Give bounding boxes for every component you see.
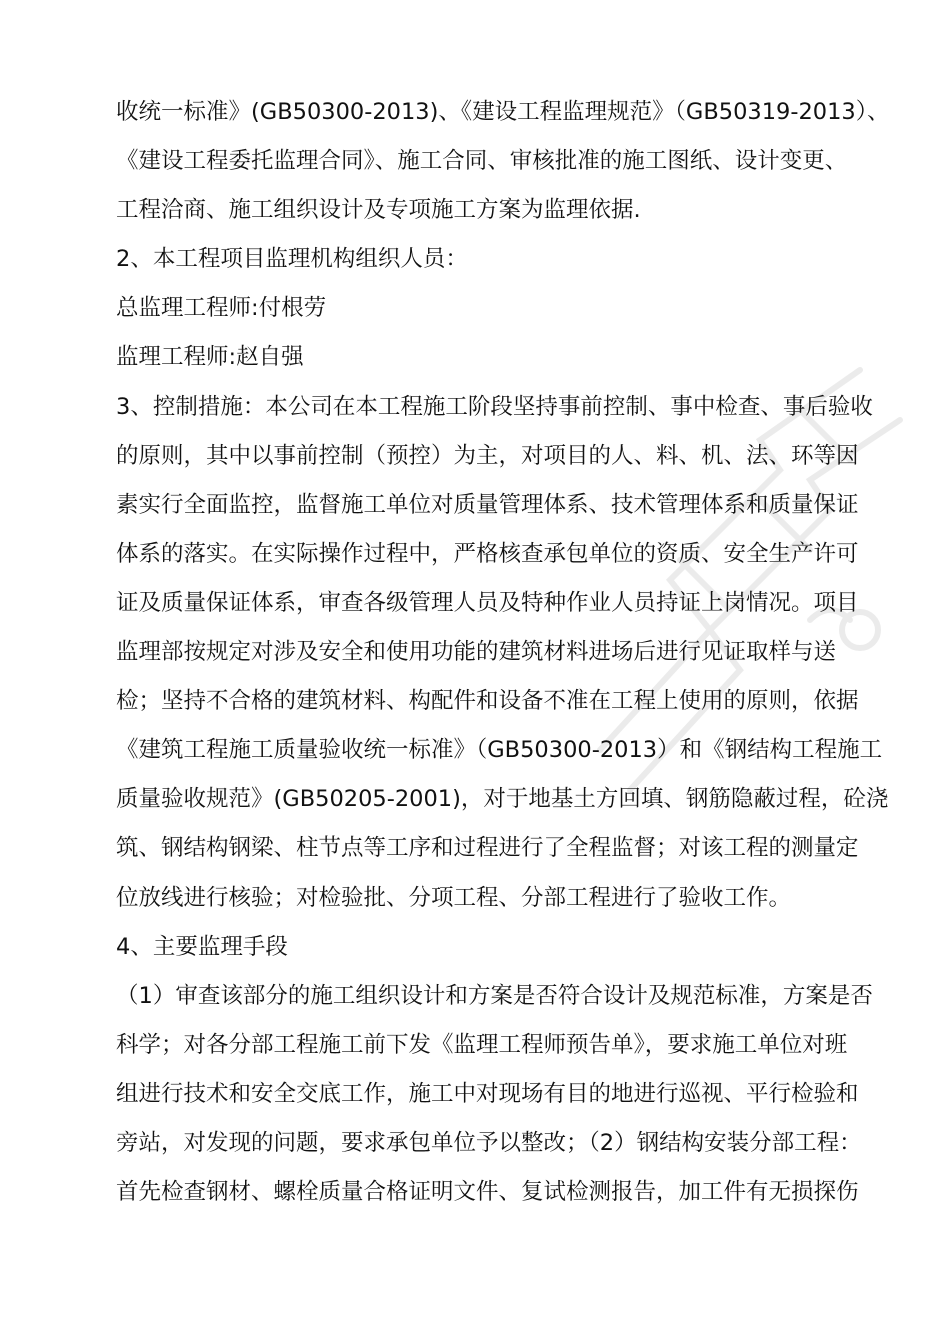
text-line: 质量验收规范》(GB50205-2001)，对于地基土方回填、钢筋隐蔽过程，砼浇 — [116, 786, 889, 813]
text-line: 组进行技术和安全交底工作，施工中对现场有目的地进行巡视、平行检验和 — [116, 1080, 859, 1107]
section-heading: 4、主要监理手段 — [116, 933, 288, 960]
text-line: 《建设工程委托监理合同》、施工合同、审核批准的施工图纸、设计变更、 — [116, 148, 848, 175]
text-line: 监理部按规定对涉及安全和使用功能的建筑材料进场后进行见证取样与送 — [116, 639, 837, 666]
text-line: 检；坚持不合格的建筑材料、构配件和设备不准在工程上使用的原则，依据 — [116, 688, 859, 715]
text-line: 筑、钢结构钢梁、柱节点等工序和过程进行了全程监督；对该工程的测量定 — [116, 835, 859, 862]
text-line: 收统一标准》(GB50300-2013)、《建设工程监理规范》（GB50319-2013）、 — [116, 99, 890, 125]
text-line: 首先检查钢材、螺栓质量合格证明文件、复试检测报告，加工件有无损探伤 — [116, 1179, 859, 1206]
text-line: 监理工程师:赵自强 — [116, 344, 304, 371]
text-line: 的原则，其中以事前控制（预控）为主，对项目的人、料、机、法、环等因 — [116, 442, 859, 469]
text-line: 旁站，对发现的问题，要求承包单位予以整改；（2）钢结构安装分部工程： — [116, 1129, 862, 1156]
text-line: 总监理工程师:付根劳 — [116, 295, 327, 322]
text-line: 位放线进行核验；对检验批、分项工程、分部工程进行了验收工作。 — [116, 884, 792, 911]
text-line: 科学；对各分部工程施工前下发《监理工程师预告单》，要求施工单位对班 — [116, 1031, 848, 1058]
text-line: 3、控制措施：本公司在本工程施工阶段坚持事前控制、事中检查、事后验收 — [116, 393, 873, 420]
text-line: （1）审查该部分的施工组织设计和方案是否符合设计及规范标准，方案是否 — [116, 982, 873, 1009]
text-line: 体系的落实。在实际操作过程中，严格核查承包单位的资质、安全生产许可 — [116, 540, 859, 567]
text-line: 《建筑工程施工质量验收统一标准》（GB50300-2013）和《钢结构工程施工 — [116, 737, 883, 764]
section-heading: 2、本工程项目监理机构组织人员： — [116, 246, 468, 273]
text-line: 证及质量保证体系，审查各级管理人员及特种作业人员持证上岗情况。项目 — [116, 589, 859, 616]
text-line: 工程洽商、施工组织设计及专项施工方案为监理依据. — [116, 197, 641, 224]
text-line: 素实行全面监控，监督施工单位对质量管理体系、技术管理体系和质量保证 — [116, 491, 859, 518]
body-text — [116, 88, 890, 1217]
